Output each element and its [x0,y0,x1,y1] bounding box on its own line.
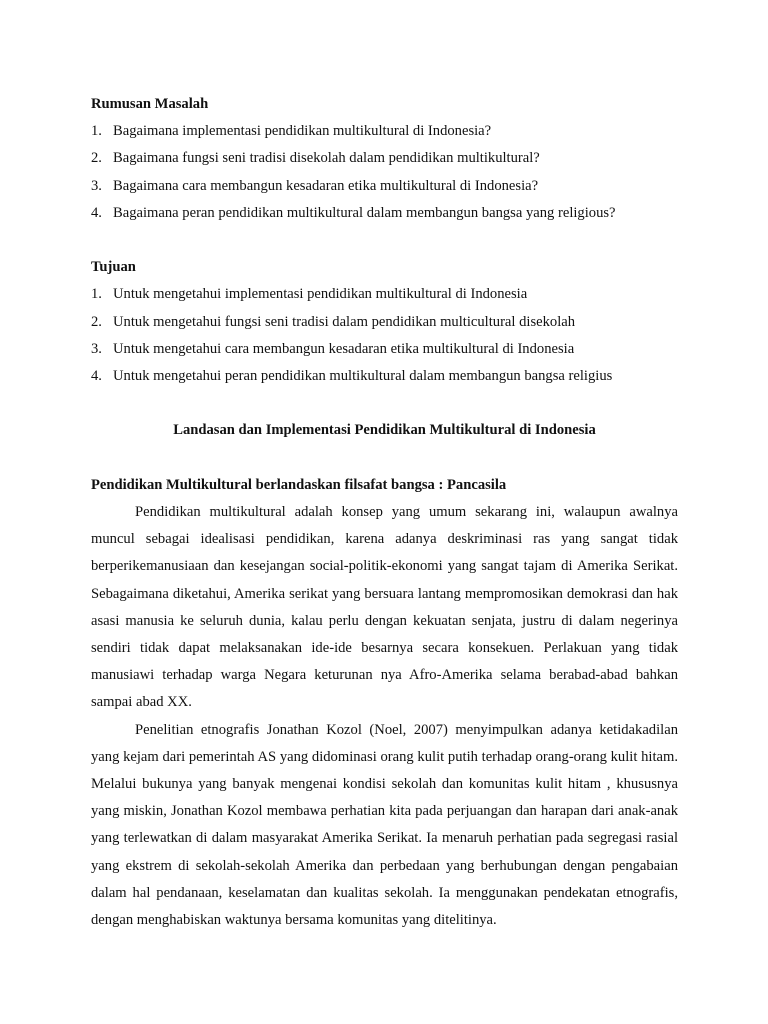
paragraph: Penelitian etnografis Jonathan Kozol (Noel, 2007) menyimpulkan adanya ketidakadilan yang kejam dari pemerintah AS yang didominasi orang kulit putih terhadap orang-orang kulit hitam. Melalui bukunya yang banyak mengenai kondisi sekolah dan komunitas kulit hitam , khususnya yang miskin, Jonathan Kozol membawa perhatian kita pada perjuangan dan harapan dari anak-anak yang terlewatkan di dalam masyarakat Amerika Serikat. Ia menaruh perhatian pada segregasi rasial yang ekstrem di sekolah-sekolah Amerika dan perbedaan yang berhubungan dengan pengabaian dalam hal pendanaan, keselamatan dan kualitas sekolah. Ia menggunakan pendekatan etnografis, dengan menghabiskan waktunya bersama komunitas yang ditelitinya. [91,721,678,929]
list-number: 3. [91,340,102,357]
list-number: 4. [91,368,102,385]
list-number: 1. [91,123,102,140]
spacer [91,445,678,472]
tujuan-heading: Tujuan [91,259,136,276]
rumusan-list [91,118,678,227]
list-number: 2. [91,313,102,330]
list-text: Untuk mengetahui cara membangun kesadaran etika multikultural di Indonesia [113,340,575,357]
document-page [91,91,678,934]
list-text: Untuk mengetahui fungsi seni tradisi dalam pendidikan multicultural disekolah [113,313,576,330]
rumusan-heading: Rumusan Masalah [91,96,209,112]
list-item [91,309,678,336]
list-text: Bagaimana fungsi seni tradisi disekolah dalam pendidikan multikultural? [113,150,540,167]
spacer [91,390,678,417]
list-item [91,336,678,363]
list-text: Bagaimana peran pendidikan multikultural dalam membangun bangsa yang religious? [113,204,616,221]
list-item [91,363,678,390]
list-item [91,118,678,145]
section-subheading: Pendidikan Multikultural berlandaskan filsafat bangsa : Pancasila [91,476,507,493]
list-text: Bagaimana implementasi pendidikan multikultural di Indonesia? [113,123,492,140]
list-item [91,145,678,172]
list-number: 4. [91,204,102,221]
section-title: Landasan dan Implementasi Pendidikan Multikultural di Indonesia [173,422,596,439]
list-text: Untuk mengetahui implementasi pendidikan multikultural di Indonesia [113,286,528,303]
list-item [91,281,678,308]
spacer [91,227,678,254]
tujuan-list [91,281,678,390]
paragraph: Pendidikan multikultural adalah konsep yang umum sekarang ini, walaupun awalnya muncul sebagai idealisasi pendidikan, karena adanya deskriminasi ras yang sangat tidak berperikemanusiaan dan kesejangan social-politik-ekonomi yang sangat tajam di Amerika Serikat. Sebagaimana diketahui, Amerika serikat yang bersuara lantang mempromosikan demokrasi dan hak asasi manusia ke seluruh dunia, kalau perlu dengan kekuatan senjata, justru di dalam negerinya sendiri tidak dapat melaksanakan ide-ide besarnya secara konsekuen. Perlakuan yang tidak manusiawi terhadap warga Negara keturunan nya Afro-Amerika selama berabad-abad bahkan sampai abad XX. [91,504,678,711]
list-text: Untuk mengetahui peran pendidikan multikultural dalam membangun bangsa religius [113,368,613,385]
list-text: Bagaimana cara membangun kesadaran etika multikultural di Indonesia? [113,177,539,194]
list-number: 3. [91,177,102,194]
list-number: 2. [91,150,102,167]
list-number: 1. [91,286,102,303]
list-item [91,173,678,200]
list-item [91,200,678,227]
